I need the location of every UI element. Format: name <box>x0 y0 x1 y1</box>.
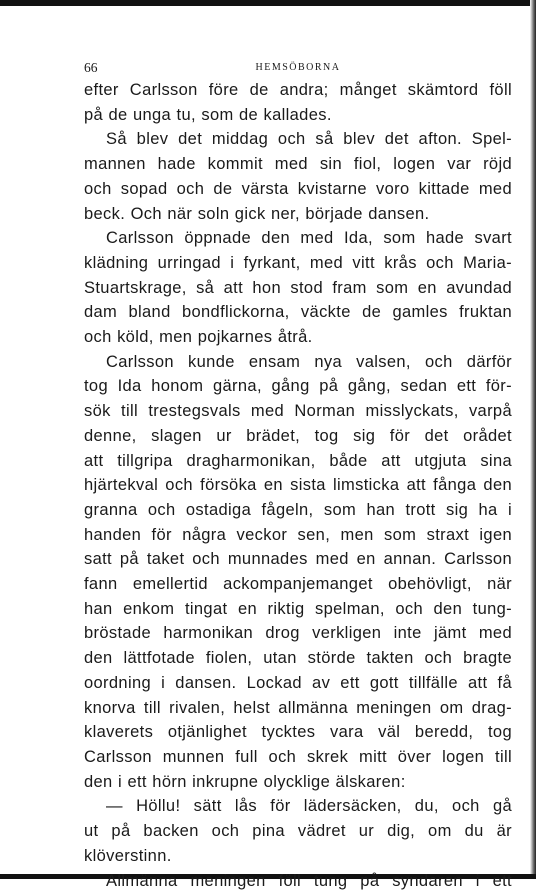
text-line: ut på backen och pina vädret ur dig, om du är <box>84 819 512 844</box>
text-line: granna och ostadiga fågeln, som han trott sig ha i <box>84 498 512 523</box>
text-line: bröstade harmonikan drog verkligen inte jämt med <box>84 621 512 646</box>
book-page <box>84 40 512 893</box>
page-right-edge <box>530 0 536 879</box>
text-line: sök till trestegsvals med Norman misslyckats, varpå <box>84 399 512 424</box>
text-line: denne, slagen ur brädet, tog sig för det orådet <box>84 424 512 449</box>
text-line: oordning i dansen. Lockad av ett gott tillfälle att få <box>84 671 512 696</box>
body-text <box>84 78 512 893</box>
text-line: han enkom tingat en riktig spelman, och den tung- <box>84 597 512 622</box>
text-line: Carlsson munnen full och skrek mitt över logen till <box>84 745 512 770</box>
text-line: den i ett hörn inkrupne olycklige älskaren: <box>84 770 512 795</box>
running-head <box>84 40 512 78</box>
text-line: klöverstinn. <box>84 844 512 869</box>
running-title: HEMSÖBORNA <box>84 62 512 73</box>
text-line: på de unga tu, som de kallades. <box>84 103 512 128</box>
text-line: klaverets otjänlighet tycktes vara väl beredd, tog <box>84 720 512 745</box>
text-line: Allmänna meningen föll tung på syndaren i ett <box>84 869 512 893</box>
text-line: Carlsson öppnade den med Ida, som hade svart <box>84 226 512 251</box>
text-line: den lättfotade fiolen, utan störde takten och bragte <box>84 646 512 671</box>
text-line: mannen hade kommit med sin fiol, logen var röjd <box>84 152 512 177</box>
text-line: tog Ida honom gärna, gång på gång, sedan ett för- <box>84 374 512 399</box>
text-line: knorva till rivalen, helst allmänna meningen om drag- <box>84 696 512 721</box>
text-line: dam bland bondflickorna, väckte de gamles fruktan <box>84 300 512 325</box>
text-line: satt på taket och munnades med en annan. Carlsson <box>84 547 512 572</box>
text-line: Carlsson kunde ensam nya valsen, och därför <box>84 350 512 375</box>
page-number: 66 <box>84 60 98 76</box>
text-line: efter Carlsson före de andra; månget skämtord föll <box>84 78 512 103</box>
text-line: Stuartskrage, så att hon stod fram som en avundad <box>84 276 512 301</box>
text-line: fann emellertid ackompanjemanget obehövligt, när <box>84 572 512 597</box>
page-top-edge <box>0 0 536 6</box>
text-line: beck. Och när soln gick ner, började dansen. <box>84 202 512 227</box>
text-line: handen för några veckor sen, men som straxt igen <box>84 523 512 548</box>
text-line: klädning urringad i fyrkant, med vitt krås och Maria- <box>84 251 512 276</box>
text-line: att tillgripa dragharmonikan, både att utgjuta sina <box>84 449 512 474</box>
text-line: Så blev det middag och så blev det afton. Spel- <box>84 127 512 152</box>
text-line: och köld, men pojkarnes åtrå. <box>84 325 512 350</box>
text-line: — Höllu! sätt lås för lädersäcken, du, och gå <box>84 794 512 819</box>
text-line: och sopad och de värsta kvistarne voro kittade med <box>84 177 512 202</box>
text-line: hjärtekval och försöka en sista limsticka att fånga den <box>84 473 512 498</box>
